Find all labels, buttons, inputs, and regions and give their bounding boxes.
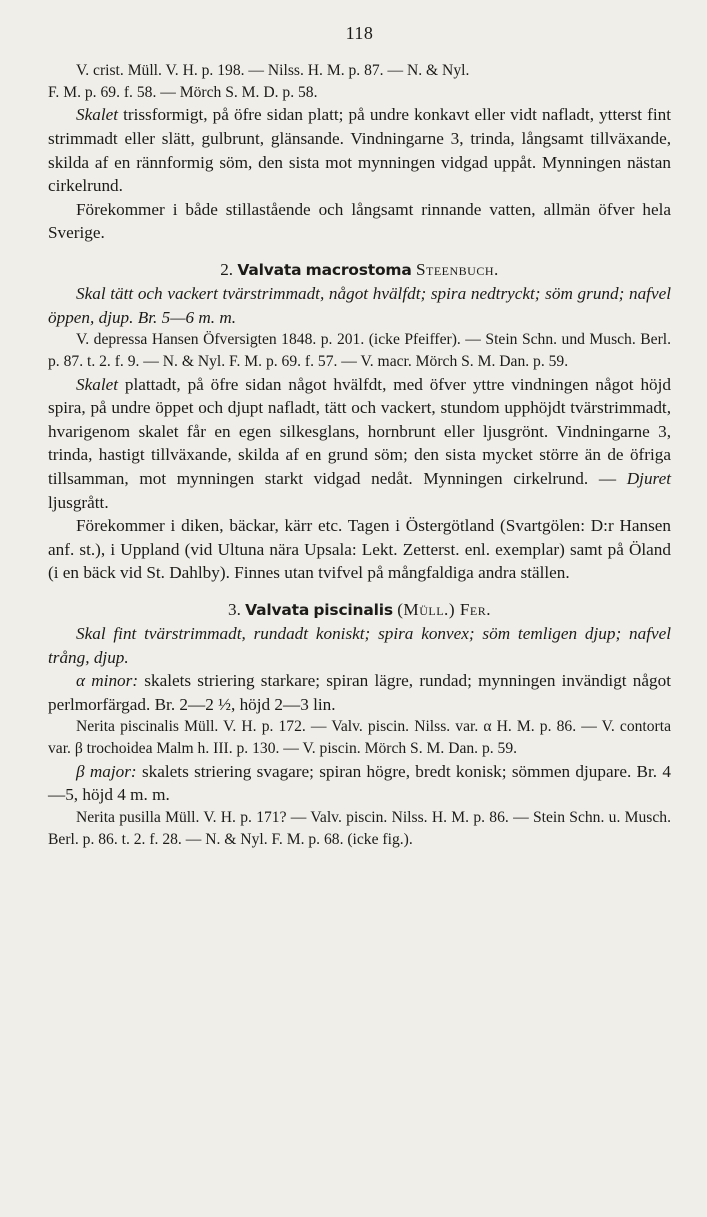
genus-name: Valvata <box>237 260 302 279</box>
species-heading-macrostoma <box>48 258 671 282</box>
variety-major <box>48 760 671 807</box>
shell-text: trissformigt, på öfre sidan platt; på undre konkavt eller vidt nafladt, ytterst fint strimmadt eller slätt, gulbrunt, glänsande. Vindningarne 3, trinda, långsamt tillväxande, skilda af en rännformig söm, den sista mot mynningen vidgad uppåt. Mynningen nästan cirkelrund. <box>48 105 671 196</box>
variety-major-synonymy <box>48 807 671 850</box>
species-number: 3. <box>227 599 241 619</box>
shell-text: plattadt, på öfre sidan något hvälfdt, med öfver yttre vindningen något höjd spira, på undre öppet och djupt nafladt, tätt och vackert, stundom upphöjdt tvärstrimmadt, hvarigenom skalet får en egen silkesglans, hornbrunt eller ljusgrönt. Vindningarne 3, trinda, hastigt tillväxande, skilda af en grund söm; den sista mycket större än de öfriga tillsamman, mot mynningen starkt vidgad nedåt. Mynningen cirkelrund. — <box>48 374 671 488</box>
species-heading-piscinalis <box>48 598 671 622</box>
variety-minor <box>48 669 671 716</box>
species-author: Steenbuch. <box>415 259 499 279</box>
species-diagnosis: Skal tätt och vackert tvärstrimmadt, något hvälfdt; spira nedtryckt; söm grund; nafvel öppen, djup. Br. 5—6 m. m. <box>48 283 671 327</box>
synonymy-line-2: F. M. p. 69. f. 58. — Mörch S. M. D. p. 58. <box>48 83 318 101</box>
species-diagnosis: Skal fint tvärstrimmadt, rundadt koniskt; spira konvex; söm temligen djup; nafvel trång, djup. <box>48 623 671 667</box>
variety-minor-synonymy <box>48 716 671 759</box>
occurrence-paragraph: Förekommer i både stillastående och långsamt rinnande vatten, allmän öfver hela Sverige. <box>48 199 671 243</box>
top-synonymy <box>48 60 671 103</box>
shell-lead: Skalet <box>76 374 118 394</box>
animal-text: ljusgrått. <box>48 492 109 512</box>
shell-description <box>48 103 671 197</box>
variety-lead: α minor: <box>76 671 139 691</box>
variety-text: skalets striering svagare; spiran högre, bredt konisk; sömmen djupare. Br. 4—5, höjd 4 m. m. <box>48 761 671 805</box>
page-number: 118 <box>345 23 374 43</box>
shell-lead: Skalet <box>76 105 118 125</box>
synonymy-text: Nerita pusilla Müll. V. H. p. 171? — Valv. piscin. Nilss. H. M. p. 86. — Stein Schn. u. Musch. Berl. p. 86. t. 2. f. 28. — N. & Nyl. F. M. p. 68. (icke fig.). <box>48 808 671 848</box>
genus-name: Valvata <box>245 600 310 619</box>
animal-lead: Djuret <box>626 468 672 488</box>
species-number: 2. <box>220 259 234 279</box>
species-name: macrostoma <box>305 260 412 279</box>
species-name: piscinalis <box>313 600 393 619</box>
text-column <box>48 22 671 850</box>
variety-lead: β major: <box>76 761 137 781</box>
occurrence-paragraph: Förekommer i diken, bäckar, kärr etc. Tagen i Östergötland (Svartgölen: D:r Hansen anf. st.), i Uppland (vid Ultuna nära Upsala: Lekt. Zetterst. enl. exemplar) samt på Öland (i en bäck vid St. Dahlby). Finnes utan tvifvel på mångfaldiga andra ställen. <box>48 516 671 583</box>
synonymy-line-1: V. crist. Müll. V. H. p. 198. — Nilss. H. M. p. 87. — N. & Nyl. <box>76 62 470 79</box>
species-synonymy <box>48 329 671 372</box>
synonymy-text: Nerita piscinalis Müll. V. H. p. 172. — Valv. piscin. Nilss. var. α H. M. p. 86. — V. contorta var. β trochoidea Malm h. III. p. 130. — V. piscin. Mörch S. M. Dan. p. 59. <box>48 718 671 757</box>
variety-text: skalets striering starkare; spiran lägre, rundad; mynningen invändigt något perlmorfärgad. Br. 2—2 ½, höjd 2—3 lin. <box>48 671 671 714</box>
species-author: (Müll.) Fer. <box>397 599 492 619</box>
synonymy-text: V. depressa Hansen Öfversigten 1848. p. 201. (icke Pfeiffer). — Stein Schn. und Musch. Berl. p. 87. t. 2. f. 9. — N. & Nyl. F. M. p. 69. f. 57. — V. macr. Mörch S. M. Dan. p. 59. <box>48 331 671 370</box>
shell-description <box>48 373 671 515</box>
